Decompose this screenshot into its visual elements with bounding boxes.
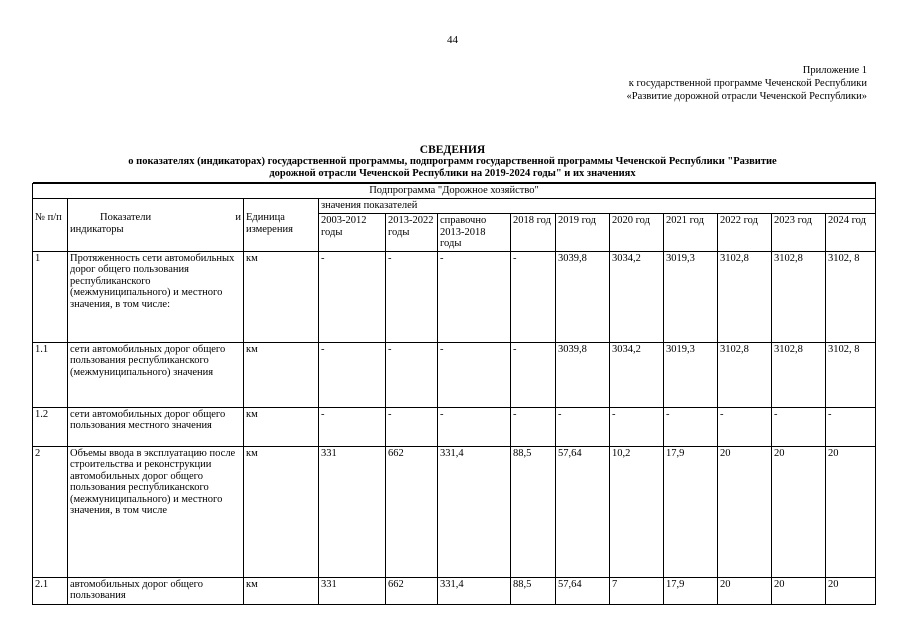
row-value: - (319, 251, 386, 342)
row-value: - (511, 407, 556, 446)
row-value: - (386, 251, 438, 342)
row-value: 3102,8 (718, 251, 772, 342)
year-col: 2013-2022 годы (386, 214, 438, 252)
row-unit: км (244, 251, 319, 342)
header-unit: Единица измерения (244, 199, 319, 252)
row-num: 1.1 (33, 342, 68, 407)
row-value: 20 (826, 446, 876, 577)
row-unit: км (244, 407, 319, 446)
row-unit: км (244, 577, 319, 604)
appendix-line-3: «Развитие дорожной отрасли Чеченской Республики» (626, 91, 867, 102)
row-name: сети автомобильных дорог общего пользования республиканского (межмуниципального) значения (68, 342, 244, 407)
row-value: 331,4 (438, 446, 511, 577)
row-value: 17,9 (664, 577, 718, 604)
row-value: - (826, 407, 876, 446)
row-value: 3102,8 (772, 251, 826, 342)
row-num: 2.1 (33, 577, 68, 604)
row-unit: км (244, 446, 319, 577)
row-value: 7 (610, 577, 664, 604)
heading-line-2: о показателях (индикаторах) государственной программы, подпрограмм государственной программы Чеченской Республики "Развитие (128, 156, 777, 167)
appendix-line-2: к государственной программе Чеченской Республики (628, 78, 867, 89)
heading-line-3: дорожной отрасли Чеченской Республики на 2019-2024 годы" и их значениях (269, 168, 636, 179)
row-value: 3019,3 (664, 342, 718, 407)
table-row (33, 251, 876, 342)
row-value: 3034,2 (610, 251, 664, 342)
row-value: 3034,2 (610, 342, 664, 407)
row-value: 3039,8 (556, 251, 610, 342)
row-value: - (556, 407, 610, 446)
row-value: 88,5 (511, 577, 556, 604)
row-name: Протяженность сети автомобильных дорог общего пользования республиканского (межмуниципального) и местного значения, в том числе: (68, 251, 244, 342)
row-value: 20 (826, 577, 876, 604)
year-col: 2024 год (826, 214, 876, 252)
header-num: № п/п (33, 199, 68, 252)
row-value: 20 (718, 577, 772, 604)
row-name: сети автомобильных дорог общего пользования местного значения (68, 407, 244, 446)
row-value: 3102, 8 (826, 342, 876, 407)
row-value: - (511, 342, 556, 407)
row-value: - (438, 407, 511, 446)
row-value: - (386, 407, 438, 446)
row-value: 3102,8 (718, 342, 772, 407)
row-value: 57,64 (556, 446, 610, 577)
row-value: 331,4 (438, 577, 511, 604)
year-col: справочно 2013-2018 годы (438, 214, 511, 252)
row-value: 10,2 (610, 446, 664, 577)
row-unit: км (244, 342, 319, 407)
row-value: 331 (319, 446, 386, 577)
row-value: - (610, 407, 664, 446)
row-value: - (319, 342, 386, 407)
row-value: - (511, 251, 556, 342)
row-value: - (319, 407, 386, 446)
row-value: 331 (319, 577, 386, 604)
values-header-row (33, 199, 876, 214)
row-name: автомобильных дорог общего пользования (68, 577, 244, 604)
table-row (33, 407, 876, 446)
row-value: - (772, 407, 826, 446)
row-value: 88,5 (511, 446, 556, 577)
year-col: 2023 год (772, 214, 826, 252)
appendix-note (627, 64, 867, 103)
page-number: 44 (447, 34, 458, 46)
table-row (33, 446, 876, 577)
heading-title: СВЕДЕНИЯ (419, 144, 486, 156)
row-name: Объемы ввода в эксплуатацию после строительства и реконструкции автомобильных дорог общего пользования республиканского (межмуниципального) и местного значения, в том числе (68, 446, 244, 577)
table-row (33, 577, 876, 604)
subprogram-title: Подпрограмма "Дорожное хозяйство" (33, 184, 876, 199)
header-indicators: Показатели и индикаторы (68, 199, 244, 252)
subprogram-row (33, 184, 876, 199)
row-value: 662 (386, 446, 438, 577)
row-value: 20 (772, 446, 826, 577)
row-value: - (718, 407, 772, 446)
year-col: 2018 год (511, 214, 556, 252)
row-value: 3102, 8 (826, 251, 876, 342)
appendix-line-1: Приложение 1 (802, 65, 867, 76)
row-value: 20 (718, 446, 772, 577)
row-value: 3102,8 (772, 342, 826, 407)
row-value: - (438, 251, 511, 342)
row-value: 3019,3 (664, 251, 718, 342)
table-row (33, 342, 876, 407)
row-num: 1 (33, 251, 68, 342)
row-num: 2 (33, 446, 68, 577)
header-values: значения показателей (319, 199, 876, 214)
row-value: 3039,8 (556, 342, 610, 407)
year-col: 2003-2012 годы (319, 214, 386, 252)
row-value: 662 (386, 577, 438, 604)
row-value: 17,9 (664, 446, 718, 577)
year-col: 2020 год (610, 214, 664, 252)
year-col: 2022 год (718, 214, 772, 252)
year-col: 2019 год (556, 214, 610, 252)
row-num: 1.2 (33, 407, 68, 446)
year-col: 2021 год (664, 214, 718, 252)
row-value: 57,64 (556, 577, 610, 604)
indicators-table (32, 182, 876, 605)
document-heading (0, 144, 905, 180)
row-value: - (386, 342, 438, 407)
row-value: - (438, 342, 511, 407)
row-value: 20 (772, 577, 826, 604)
row-value: - (664, 407, 718, 446)
